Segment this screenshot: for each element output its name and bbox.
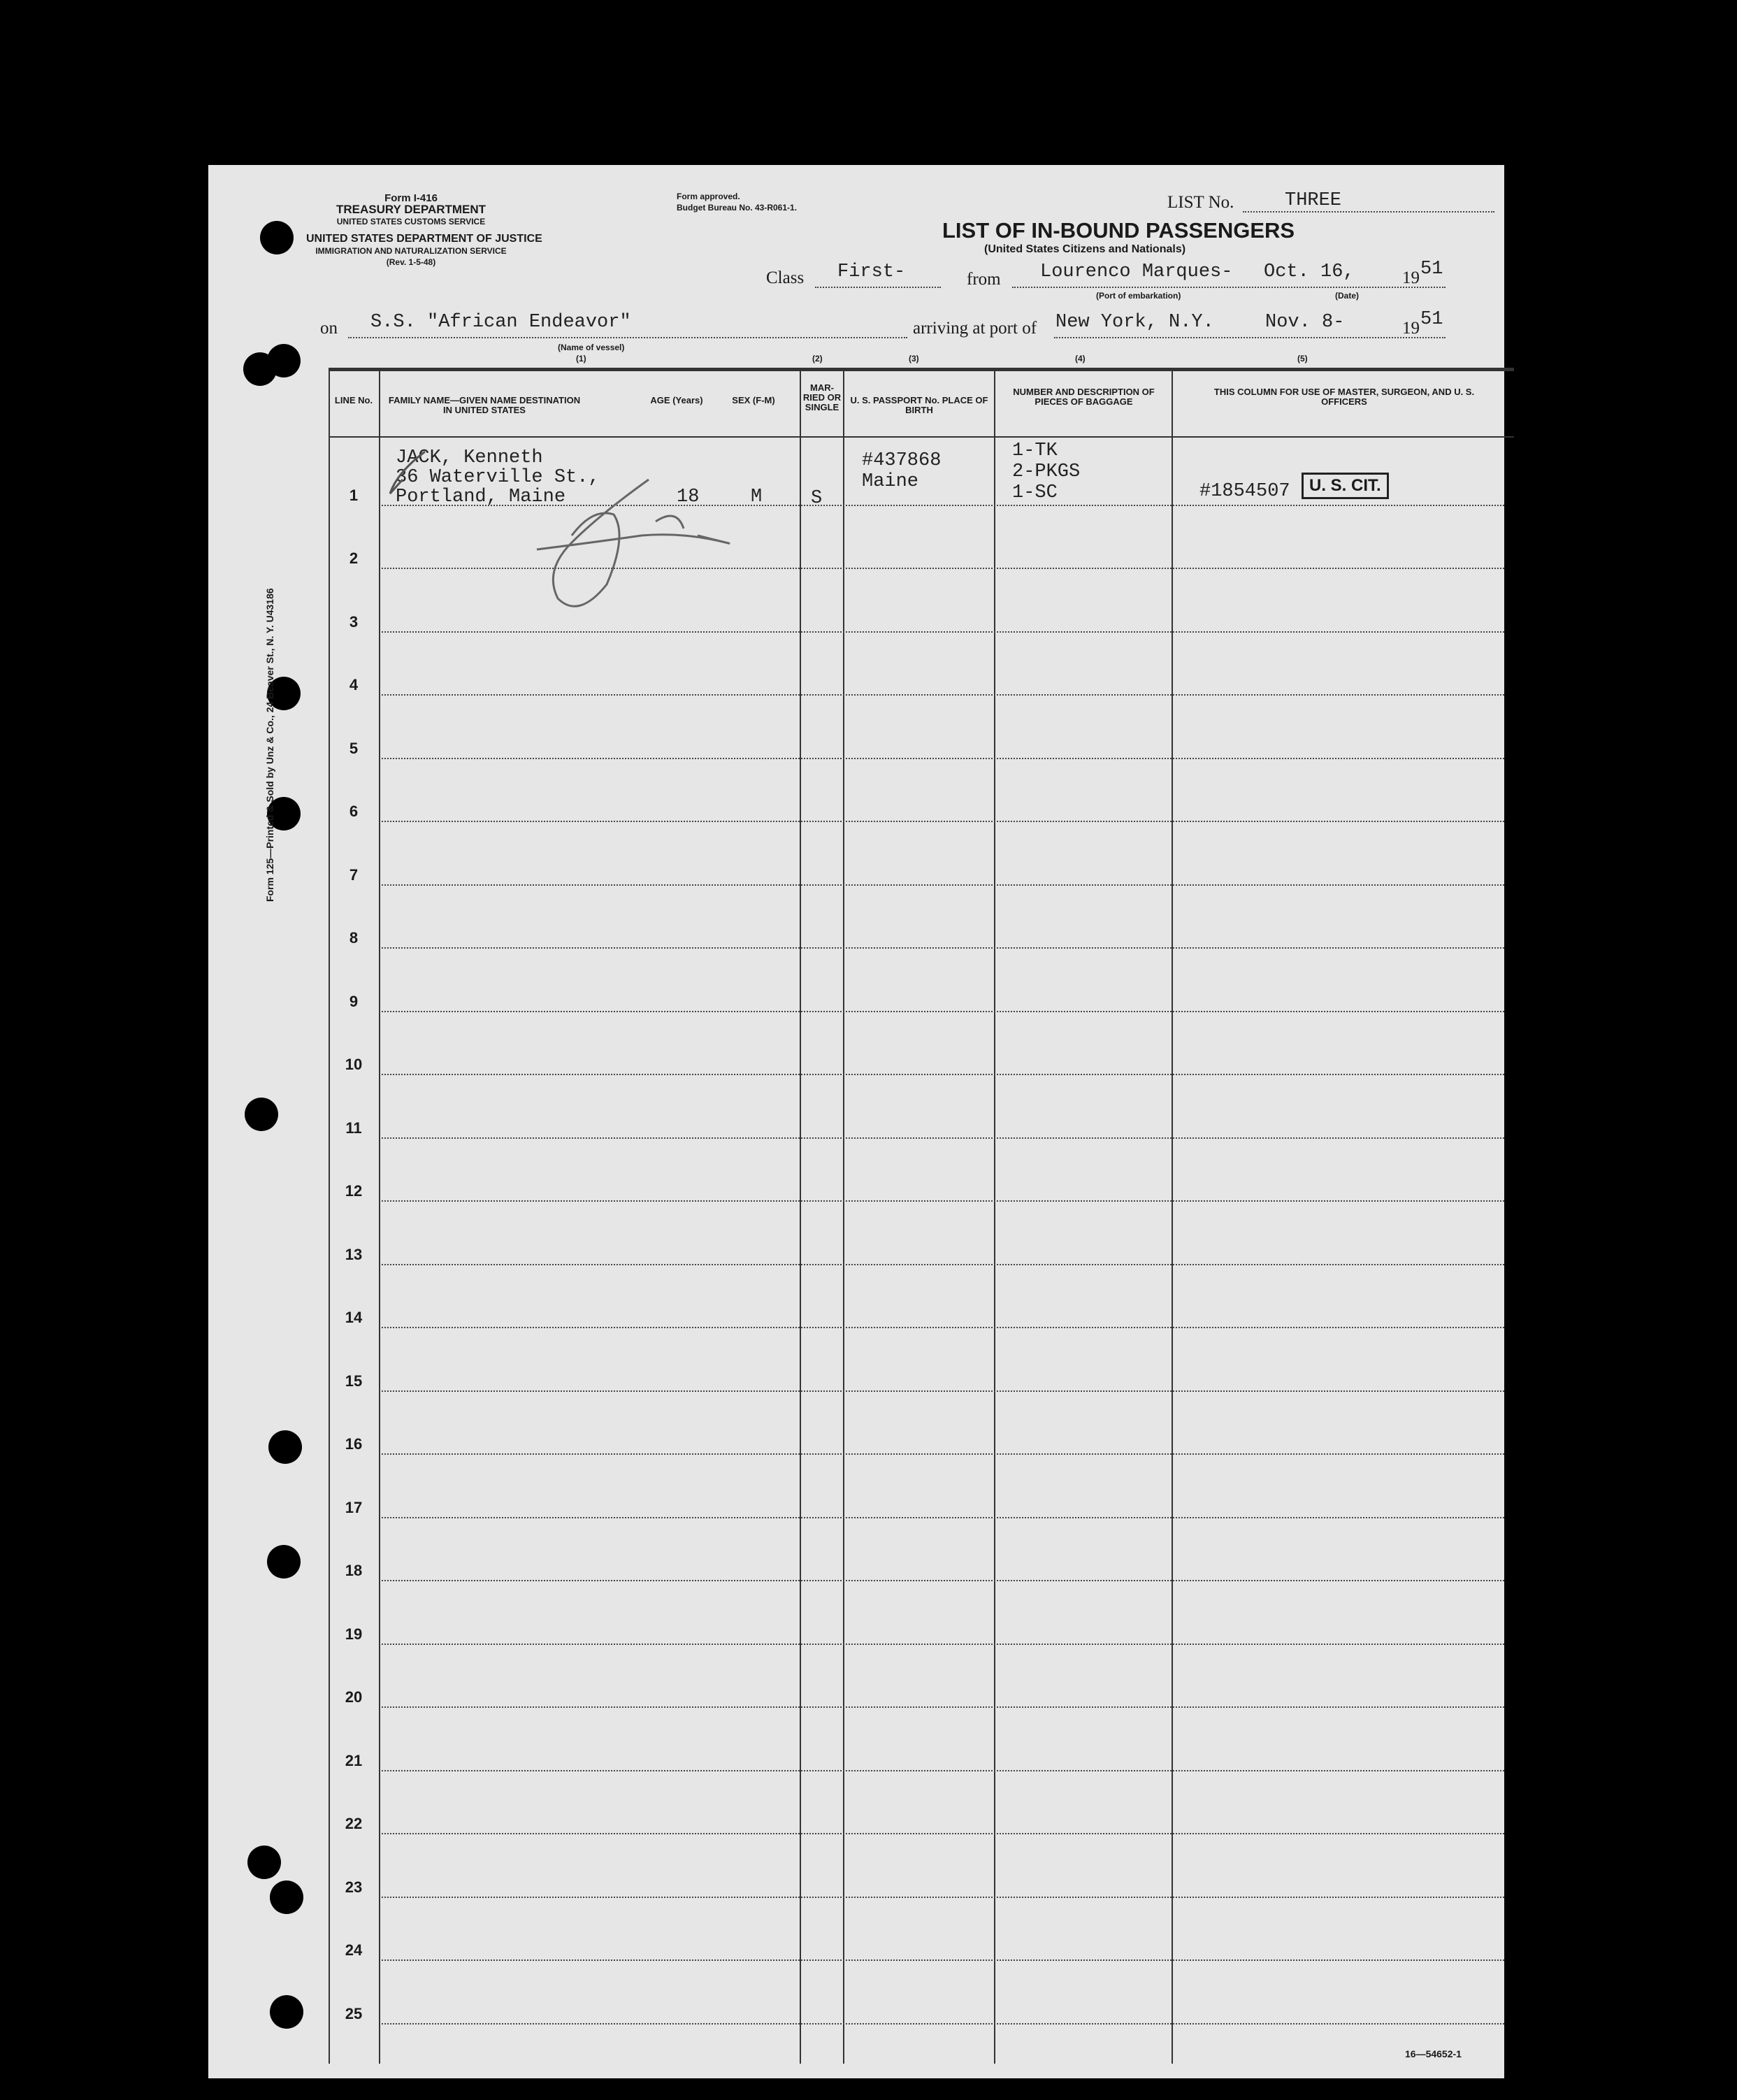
binder-hole	[268, 1430, 302, 1464]
us-citizen-stamp: U. S. CIT.	[1302, 473, 1389, 499]
departure-year: 51	[1420, 259, 1443, 280]
form-number: Form I-416	[384, 192, 438, 204]
footer-code: 16—54652-1	[1405, 2048, 1462, 2059]
class-label: Class	[766, 268, 805, 287]
list-value: THREE	[1285, 190, 1342, 211]
list-dots	[1243, 211, 1494, 213]
justice-label: UNITED STATES DEPARTMENT OF JUSTICE	[306, 233, 542, 245]
col-header-baggage: NUMBER AND DESCRIPTION OF PIECES OF BAGGAGE	[1013, 387, 1155, 407]
page-title: LIST OF IN-BOUND PASSENGERS	[942, 218, 1295, 243]
baggage-item-1: 1-TK	[1012, 440, 1058, 461]
class-value: First-	[837, 261, 906, 282]
row-number: 25	[345, 2005, 363, 2022]
binder-hole	[260, 221, 294, 254]
row-rule	[382, 1390, 1504, 1392]
col-border-sex	[800, 369, 801, 2064]
row-number: 24	[345, 1941, 363, 1959]
document-page	[208, 165, 1504, 2078]
row-number: 3	[349, 613, 359, 631]
col-marker-3: (3)	[909, 354, 919, 364]
row-number: 5	[349, 740, 359, 757]
row-rule	[382, 947, 1504, 949]
port-caption: (Port of embarkation)	[1096, 291, 1181, 301]
col-border-married	[843, 369, 844, 2064]
col-header-officers: THIS COLUMN FOR USE OF MASTER, SURGEON, AND U. S. OFFICERS	[1213, 387, 1475, 407]
vessel-caption: (Name of vessel)	[558, 343, 625, 352]
passport-number: #437868	[862, 450, 942, 471]
row-number: 4	[349, 676, 359, 693]
row-rule	[382, 1770, 1504, 1771]
passenger-age: 18	[677, 487, 700, 508]
row-rule	[382, 2023, 1504, 2025]
table-top-rule	[329, 368, 1514, 371]
passenger-name: JACK, Kenneth	[396, 447, 543, 468]
on-label: on	[320, 319, 338, 338]
printer-imprint: Form 125—Printed & Sold by Unz & Co., 24 Beaver St., N. Y. U43186	[264, 588, 275, 902]
row-number: 6	[349, 803, 359, 820]
row-rule	[382, 1137, 1504, 1139]
revision-label: (Rev. 1-5-48)	[386, 257, 436, 267]
list-label: LIST No.	[1167, 193, 1234, 212]
row-number: 15	[345, 1372, 363, 1390]
birthplace: Maine	[862, 471, 919, 492]
arrival-year-prefix: 19	[1402, 319, 1420, 338]
row-rule	[382, 1517, 1504, 1518]
customs-label: UNITED STATES CUSTOMS SERVICE	[336, 217, 486, 226]
passenger-marital: S	[811, 488, 823, 509]
row-rule	[382, 1580, 1504, 1581]
form-approved: Form approved.	[677, 192, 740, 201]
departure-year-prefix: 19	[1402, 268, 1420, 287]
baggage-item-2: 2-PKGS	[1012, 461, 1081, 482]
col-header-married: MAR-RIED OR SINGLE	[802, 382, 842, 412]
row-number: 1	[349, 487, 359, 504]
page-subtitle: (United States Citizens and Nationals)	[984, 243, 1186, 255]
row-rule	[382, 758, 1504, 759]
row-number: 22	[345, 1815, 363, 1832]
port-of-embarkation: Lourenco Marques-	[1040, 261, 1233, 282]
col-marker-1: (1)	[576, 354, 586, 364]
binder-hole	[267, 344, 301, 377]
row-rule	[382, 1959, 1504, 1961]
row-number: 2	[349, 549, 359, 567]
signature	[348, 431, 767, 640]
col-border-passport	[994, 369, 995, 2064]
binder-hole	[245, 1098, 278, 1131]
passenger-sex: M	[751, 487, 763, 508]
row-rule	[382, 1011, 1504, 1012]
departure-date: Oct. 16,	[1264, 261, 1355, 282]
row-number: 18	[345, 1562, 363, 1579]
row-number: 23	[345, 1878, 363, 1896]
baggage-item-3: 1-SC	[1012, 482, 1058, 503]
col-header-line: LINE No.	[334, 395, 373, 405]
col-header-name: FAMILY NAME—GIVEN NAME DESTINATION IN UNITED STATES	[388, 395, 581, 415]
row-number: 19	[345, 1625, 363, 1643]
col-header-age: AGE (Years)	[650, 395, 703, 405]
passenger-address-line2: Portland, Maine	[396, 487, 566, 508]
binder-hole	[267, 1545, 301, 1578]
row-rule	[382, 694, 1504, 696]
row-rule	[382, 821, 1504, 822]
row-number: 8	[349, 929, 359, 947]
col-header-sex: SEX (F-M)	[732, 395, 775, 405]
binder-hole	[247, 1846, 281, 1879]
officer-number: #1854507	[1199, 481, 1290, 502]
row-rule	[382, 1706, 1504, 1708]
arrival-dots	[1054, 337, 1446, 338]
row-number: 9	[349, 993, 359, 1010]
row-number: 17	[345, 1499, 363, 1516]
from-dots	[1012, 287, 1446, 288]
from-label: from	[967, 270, 1001, 289]
col-marker-2: (2)	[812, 354, 823, 364]
row-rule	[382, 1833, 1504, 1834]
vessel-dots	[348, 337, 907, 338]
row-number: 20	[345, 1688, 363, 1706]
arriving-label: arriving at port of	[913, 319, 1037, 338]
row-number: 13	[345, 1246, 363, 1263]
row-rule	[382, 884, 1504, 886]
row-number: 21	[345, 1752, 363, 1769]
binder-hole	[270, 1880, 303, 1914]
arrival-date: Nov. 8-	[1265, 312, 1345, 333]
binder-hole	[270, 1995, 303, 2029]
row-rule	[382, 1074, 1504, 1075]
col-header-passport: U. S. PASSPORT No. PLACE OF BIRTH	[850, 395, 988, 415]
row-rule	[382, 1453, 1504, 1455]
row-rule	[382, 1200, 1504, 1202]
col-border-left	[329, 369, 330, 2064]
row-rule	[382, 1644, 1504, 1645]
vessel-name: S.S. "African Endeavor"	[370, 312, 631, 333]
class-dots	[815, 287, 941, 288]
row-rule	[382, 1264, 1504, 1265]
date-caption: (Date)	[1335, 291, 1360, 301]
row-number: 16	[345, 1435, 363, 1453]
budget-bureau: Budget Bureau No. 43-R061-1.	[677, 203, 798, 213]
col-marker-5: (5)	[1297, 354, 1308, 364]
treasury-label: TREASURY DEPARTMENT	[336, 203, 486, 216]
row-rule	[382, 1327, 1504, 1328]
row-number: 10	[345, 1056, 363, 1073]
row-number: 12	[345, 1182, 363, 1200]
col-border-baggage	[1172, 369, 1173, 2064]
passenger-address-line1: 36 Waterville St.,	[396, 467, 600, 488]
arrival-year: 51	[1420, 309, 1443, 330]
arrival-port: New York, N.Y.	[1055, 312, 1214, 333]
col-marker-4: (4)	[1075, 354, 1086, 364]
ins-label: IMMIGRATION AND NATURALIZATION SERVICE	[315, 246, 507, 256]
row-number: 7	[349, 866, 359, 884]
row-number: 11	[345, 1119, 362, 1137]
row-rule	[382, 1897, 1504, 1898]
row-number: 14	[345, 1309, 363, 1326]
